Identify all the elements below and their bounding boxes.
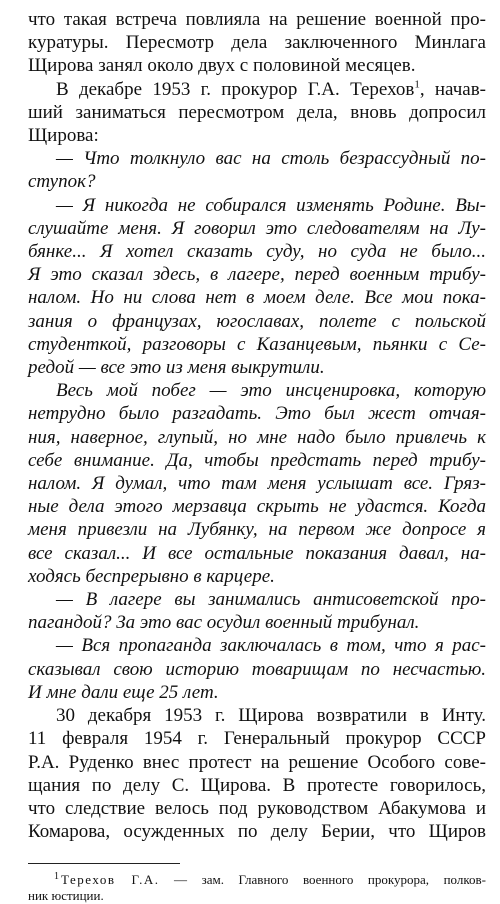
text-line: 30 декабря 1953 г. Щирова возвратили в Инту. [56,705,486,727]
text-line: слушайте меня. Я говорил это следователям на Лу- [28,217,486,239]
text-line: Щирова: [28,125,99,147]
text-fragment: В декабре 1953 г. прокурор Г.А. Терехов [56,78,415,100]
footnote [28,872,486,904]
text-line [28,78,486,101]
text-line: — Я никогда не собирался изменять Родине. Вы- [56,194,486,216]
text-line: Р.А. Руденко внес протест на решение Особого сове- [28,751,486,773]
text-line: ные дела этого мерзавца скрыть не удастся. Когда [28,496,486,518]
text-line: Весь мой побег — это инсценировка, которую [56,380,486,402]
paragraph-protest [28,704,486,843]
dialogue-question [28,588,486,634]
text-line: — Что толкнуло вас на столь безрассудный по- [56,148,486,170]
text-line: зания о французах, югославах, полете с польской [28,310,486,332]
footnote-divider [28,863,180,864]
footnote-number: 1 [54,870,59,882]
text-line: И мне дали еще 25 лет. [28,681,219,703]
dialogue-answer-continued [28,379,486,588]
footnote-name: Терехов Г.А. [61,872,160,888]
text-line: налом. Я думал, что там меня услышат все. Гряз- [28,473,486,495]
text-line: что следствие велось под руководством Абакумова и [28,797,486,819]
text-line: — Вся пропаганда заключалась в том, что я рас- [56,635,486,657]
text-line: щания по делу С. Щирова. В протесте говорилось, [28,774,486,796]
dialogue-answer [28,634,486,704]
text-line: 11 февраля 1954 г. Генеральный прокурор СССР [28,728,486,750]
text-line: ходясь беспрерывно в карцере. [28,565,275,587]
footnote-ref: 1 [414,78,420,91]
footnote-line: ник юстиции. [28,888,104,904]
text-line: сказывал свою историю товарищам по несчастью. [28,658,486,680]
text-line: налом. Но ни слова нет в моем деле. Все мои пока- [28,287,486,309]
footnote-text: — зам. Главного военного прокурора, полков- [159,872,486,888]
paragraph-prosecutor-interrogation [28,78,486,148]
footnote-line [28,872,486,888]
text-line: меня привезли на Лубянку, на первом же допросе я [28,519,486,541]
text-line: Щирова занял около двух с половиной месяцев. [28,55,416,77]
dialogue-answer [28,194,486,380]
text-line: — В лагере вы занимались антисоветской про- [56,589,486,611]
text-line: все сказал... И все остальные показания давал, на- [28,542,486,564]
dialogue-question [28,147,486,193]
text-line: редой — все это из меня выкрутили. [28,357,325,379]
text-line: куратуры. Пересмотр дела заключенного Минлага [28,32,486,54]
text-line: бянке... Я хотел сказать суду, но суда не было... [28,241,486,263]
paragraph-continuation [28,8,486,78]
text-line: Комарова, осужденных по делу Берии, что Щиров [28,821,486,843]
text-line: пагандой? За это вас осудил военный трибунал. [28,612,420,634]
text-line: ступок? [28,171,96,193]
text-line: студенткой, разговоры с Казанцевым, пьянки с Се- [28,333,486,355]
text-line: ший заниматься пересмотром дела, вновь допросил [28,101,486,123]
text-line: что такая встреча повлияла на решение военной про- [28,9,486,30]
text-line: ния, наверное, глупый, но мне надо было привлечь к [28,426,486,448]
text-line: Я это сказал здесь, в лагере, перед военным трибу- [28,264,486,286]
text-line: нетрудно было разгадать. Это был жест отчая- [28,403,486,425]
text-fragment: , начав- [419,78,486,100]
text-line: себе внимание. Да, чтобы предстать перед трибу- [28,449,486,471]
